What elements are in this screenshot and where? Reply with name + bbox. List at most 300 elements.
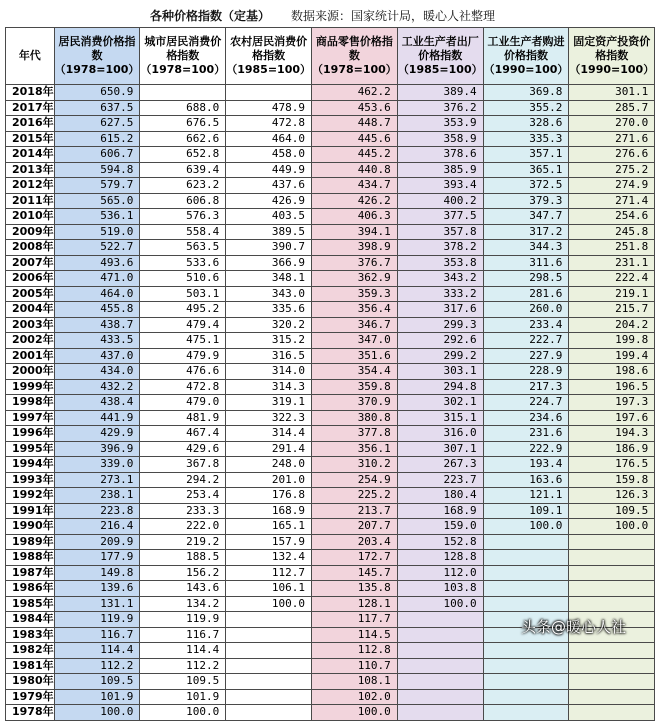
year-cell[interactable]: 2011年 — [6, 193, 55, 209]
year-cell[interactable]: 1992年 — [6, 488, 55, 504]
value-cell[interactable]: 274.9 — [569, 178, 655, 194]
value-cell[interactable]: 472.8 — [226, 116, 312, 132]
value-cell[interactable]: 254.6 — [569, 209, 655, 225]
value-cell[interactable]: 380.8 — [312, 410, 398, 426]
value-cell[interactable]: 343.0 — [226, 286, 312, 302]
col-header-ppi-purchase[interactable]: 工业生产者购进价格指数（1990=100） — [483, 28, 569, 85]
value-cell[interactable]: 149.8 — [54, 565, 140, 581]
year-cell[interactable]: 2012年 — [6, 178, 55, 194]
value-cell[interactable]: 121.1 — [483, 488, 569, 504]
value-cell[interactable] — [483, 658, 569, 674]
value-cell[interactable]: 215.7 — [569, 302, 655, 318]
year-cell[interactable]: 2002年 — [6, 333, 55, 349]
value-cell[interactable]: 639.4 — [140, 162, 226, 178]
value-cell[interactable]: 400.2 — [397, 193, 483, 209]
value-cell[interactable]: 390.7 — [226, 240, 312, 256]
value-cell[interactable]: 479.4 — [140, 317, 226, 333]
value-cell[interactable]: 222.7 — [483, 333, 569, 349]
value-cell[interactable]: 134.2 — [140, 596, 226, 612]
value-cell[interactable] — [483, 596, 569, 612]
value-cell[interactable]: 398.9 — [312, 240, 398, 256]
year-cell[interactable]: 1987年 — [6, 565, 55, 581]
value-cell[interactable]: 128.8 — [397, 550, 483, 566]
value-cell[interactable] — [397, 612, 483, 628]
value-cell[interactable]: 453.6 — [312, 100, 398, 116]
col-header-year[interactable]: 年代 — [6, 28, 55, 85]
value-cell[interactable]: 299.2 — [397, 348, 483, 364]
value-cell[interactable]: 248.0 — [226, 457, 312, 473]
value-cell[interactable]: 493.6 — [54, 255, 140, 271]
value-cell[interactable] — [226, 627, 312, 643]
value-cell[interactable]: 441.9 — [54, 410, 140, 426]
value-cell[interactable]: 533.6 — [140, 255, 226, 271]
value-cell[interactable]: 119.9 — [54, 612, 140, 628]
value-cell[interactable]: 219.1 — [569, 286, 655, 302]
year-cell[interactable]: 2005年 — [6, 286, 55, 302]
value-cell[interactable]: 231.1 — [569, 255, 655, 271]
value-cell[interactable]: 471.0 — [54, 271, 140, 287]
value-cell[interactable]: 106.1 — [226, 581, 312, 597]
value-cell[interactable]: 322.3 — [226, 410, 312, 426]
value-cell[interactable]: 366.9 — [226, 255, 312, 271]
year-cell[interactable]: 2016年 — [6, 116, 55, 132]
value-cell[interactable]: 222.0 — [140, 519, 226, 535]
value-cell[interactable]: 224.7 — [483, 395, 569, 411]
value-cell[interactable] — [397, 627, 483, 643]
value-cell[interactable]: 378.6 — [397, 147, 483, 163]
value-cell[interactable]: 234.6 — [483, 410, 569, 426]
value-cell[interactable]: 177.9 — [54, 550, 140, 566]
value-cell[interactable]: 260.0 — [483, 302, 569, 318]
value-cell[interactable] — [483, 689, 569, 705]
value-cell[interactable]: 114.4 — [140, 643, 226, 659]
value-cell[interactable]: 445.6 — [312, 131, 398, 147]
value-cell[interactable]: 314.0 — [226, 364, 312, 380]
value-cell[interactable]: 357.1 — [483, 147, 569, 163]
value-cell[interactable]: 434.7 — [312, 178, 398, 194]
value-cell[interactable]: 281.6 — [483, 286, 569, 302]
value-cell[interactable]: 163.6 — [483, 472, 569, 488]
value-cell[interactable]: 650.9 — [54, 85, 140, 101]
value-cell[interactable] — [226, 674, 312, 690]
value-cell[interactable] — [226, 643, 312, 659]
value-cell[interactable]: 393.4 — [397, 178, 483, 194]
value-cell[interactable]: 112.0 — [397, 565, 483, 581]
value-cell[interactable]: 159.0 — [397, 519, 483, 535]
value-cell[interactable] — [226, 705, 312, 721]
value-cell[interactable]: 449.9 — [226, 162, 312, 178]
value-cell[interactable]: 228.9 — [483, 364, 569, 380]
value-cell[interactable]: 186.9 — [569, 441, 655, 457]
value-cell[interactable]: 355.2 — [483, 100, 569, 116]
year-cell[interactable]: 1991年 — [6, 503, 55, 519]
year-cell[interactable]: 1994年 — [6, 457, 55, 473]
value-cell[interactable]: 434.0 — [54, 364, 140, 380]
value-cell[interactable]: 219.2 — [140, 534, 226, 550]
year-cell[interactable]: 2001年 — [6, 348, 55, 364]
value-cell[interactable]: 606.7 — [54, 147, 140, 163]
value-cell[interactable]: 676.5 — [140, 116, 226, 132]
value-cell[interactable] — [569, 534, 655, 550]
value-cell[interactable] — [226, 85, 312, 101]
value-cell[interactable]: 359.3 — [312, 286, 398, 302]
value-cell[interactable]: 343.2 — [397, 271, 483, 287]
year-cell[interactable]: 2017年 — [6, 100, 55, 116]
year-cell[interactable]: 2018年 — [6, 85, 55, 101]
value-cell[interactable]: 204.2 — [569, 317, 655, 333]
value-cell[interactable]: 406.3 — [312, 209, 398, 225]
value-cell[interactable]: 688.0 — [140, 100, 226, 116]
value-cell[interactable]: 119.9 — [140, 612, 226, 628]
value-cell[interactable]: 317.6 — [397, 302, 483, 318]
value-cell[interactable] — [569, 643, 655, 659]
value-cell[interactable] — [397, 674, 483, 690]
value-cell[interactable] — [483, 643, 569, 659]
value-cell[interactable]: 519.0 — [54, 224, 140, 240]
value-cell[interactable] — [483, 581, 569, 597]
value-cell[interactable]: 207.7 — [312, 519, 398, 535]
value-cell[interactable]: 333.2 — [397, 286, 483, 302]
value-cell[interactable]: 199.8 — [569, 333, 655, 349]
value-cell[interactable]: 103.8 — [397, 581, 483, 597]
year-cell[interactable]: 2004年 — [6, 302, 55, 318]
value-cell[interactable]: 112.8 — [312, 643, 398, 659]
value-cell[interactable]: 478.9 — [226, 100, 312, 116]
year-cell[interactable]: 1983年 — [6, 627, 55, 643]
value-cell[interactable]: 198.6 — [569, 364, 655, 380]
value-cell[interactable]: 315.2 — [226, 333, 312, 349]
year-cell[interactable]: 2000年 — [6, 364, 55, 380]
value-cell[interactable]: 475.1 — [140, 333, 226, 349]
value-cell[interactable]: 464.0 — [54, 286, 140, 302]
value-cell[interactable]: 558.4 — [140, 224, 226, 240]
value-cell[interactable]: 536.1 — [54, 209, 140, 225]
value-cell[interactable]: 426.9 — [226, 193, 312, 209]
value-cell[interactable]: 303.1 — [397, 364, 483, 380]
value-cell[interactable]: 314.3 — [226, 379, 312, 395]
year-cell[interactable]: 1982年 — [6, 643, 55, 659]
value-cell[interactable]: 379.3 — [483, 193, 569, 209]
value-cell[interactable]: 389.5 — [226, 224, 312, 240]
value-cell[interactable]: 143.6 — [140, 581, 226, 597]
value-cell[interactable]: 225.2 — [312, 488, 398, 504]
value-cell[interactable]: 132.4 — [226, 550, 312, 566]
value-cell[interactable]: 316.5 — [226, 348, 312, 364]
value-cell[interactable] — [226, 658, 312, 674]
value-cell[interactable] — [397, 658, 483, 674]
value-cell[interactable]: 315.1 — [397, 410, 483, 426]
value-cell[interactable]: 316.0 — [397, 426, 483, 442]
value-cell[interactable]: 100.0 — [312, 705, 398, 721]
value-cell[interactable]: 157.9 — [226, 534, 312, 550]
value-cell[interactable]: 448.7 — [312, 116, 398, 132]
value-cell[interactable]: 273.1 — [54, 472, 140, 488]
value-cell[interactable]: 328.6 — [483, 116, 569, 132]
value-cell[interactable]: 347.0 — [312, 333, 398, 349]
value-cell[interactable]: 481.9 — [140, 410, 226, 426]
value-cell[interactable]: 311.6 — [483, 255, 569, 271]
value-cell[interactable]: 172.7 — [312, 550, 398, 566]
value-cell[interactable]: 251.8 — [569, 240, 655, 256]
value-cell[interactable]: 606.8 — [140, 193, 226, 209]
value-cell[interactable]: 176.8 — [226, 488, 312, 504]
value-cell[interactable]: 109.5 — [54, 674, 140, 690]
value-cell[interactable] — [483, 550, 569, 566]
value-cell[interactable]: 314.4 — [226, 426, 312, 442]
value-cell[interactable]: 437.6 — [226, 178, 312, 194]
year-cell[interactable]: 2010年 — [6, 209, 55, 225]
value-cell[interactable]: 275.2 — [569, 162, 655, 178]
year-cell[interactable]: 1999年 — [6, 379, 55, 395]
value-cell[interactable]: 197.6 — [569, 410, 655, 426]
value-cell[interactable]: 254.9 — [312, 472, 398, 488]
value-cell[interactable]: 128.1 — [312, 596, 398, 612]
value-cell[interactable]: 227.9 — [483, 348, 569, 364]
value-cell[interactable]: 472.8 — [140, 379, 226, 395]
value-cell[interactable]: 302.1 — [397, 395, 483, 411]
value-cell[interactable]: 348.1 — [226, 271, 312, 287]
value-cell[interactable]: 370.9 — [312, 395, 398, 411]
value-cell[interactable]: 209.9 — [54, 534, 140, 550]
value-cell[interactable]: 637.5 — [54, 100, 140, 116]
value-cell[interactable] — [397, 643, 483, 659]
value-cell[interactable]: 110.7 — [312, 658, 398, 674]
value-cell[interactable]: 432.2 — [54, 379, 140, 395]
value-cell[interactable]: 101.9 — [54, 689, 140, 705]
value-cell[interactable]: 359.8 — [312, 379, 398, 395]
value-cell[interactable]: 216.4 — [54, 519, 140, 535]
value-cell[interactable]: 372.5 — [483, 178, 569, 194]
value-cell[interactable]: 116.7 — [140, 627, 226, 643]
value-cell[interactable]: 479.0 — [140, 395, 226, 411]
value-cell[interactable] — [397, 705, 483, 721]
value-cell[interactable]: 231.6 — [483, 426, 569, 442]
col-header-ppi-output[interactable]: 工业生产者出厂价格指数（1985=100） — [397, 28, 483, 85]
value-cell[interactable]: 354.4 — [312, 364, 398, 380]
value-cell[interactable]: 271.4 — [569, 193, 655, 209]
value-cell[interactable]: 233.4 — [483, 317, 569, 333]
value-cell[interactable]: 109.1 — [483, 503, 569, 519]
value-cell[interactable]: 455.8 — [54, 302, 140, 318]
value-cell[interactable]: 180.4 — [397, 488, 483, 504]
value-cell[interactable]: 495.2 — [140, 302, 226, 318]
value-cell[interactable]: 623.2 — [140, 178, 226, 194]
value-cell[interactable]: 433.5 — [54, 333, 140, 349]
value-cell[interactable]: 652.8 — [140, 147, 226, 163]
value-cell[interactable] — [483, 565, 569, 581]
value-cell[interactable] — [226, 612, 312, 628]
value-cell[interactable]: 353.9 — [397, 116, 483, 132]
value-cell[interactable]: 307.1 — [397, 441, 483, 457]
value-cell[interactable]: 101.9 — [140, 689, 226, 705]
value-cell[interactable]: 367.8 — [140, 457, 226, 473]
value-cell[interactable]: 503.1 — [140, 286, 226, 302]
year-cell[interactable]: 1993年 — [6, 472, 55, 488]
value-cell[interactable]: 298.5 — [483, 271, 569, 287]
col-header-rural-cpi[interactable]: 农村居民消费价格指数（1985=100） — [226, 28, 312, 85]
value-cell[interactable]: 188.5 — [140, 550, 226, 566]
value-cell[interactable]: 135.8 — [312, 581, 398, 597]
value-cell[interactable]: 108.1 — [312, 674, 398, 690]
value-cell[interactable]: 458.0 — [226, 147, 312, 163]
value-cell[interactable]: 358.9 — [397, 131, 483, 147]
value-cell[interactable]: 438.7 — [54, 317, 140, 333]
value-cell[interactable] — [569, 550, 655, 566]
value-cell[interactable]: 116.7 — [54, 627, 140, 643]
value-cell[interactable]: 217.3 — [483, 379, 569, 395]
value-cell[interactable]: 100.0 — [569, 519, 655, 535]
value-cell[interactable]: 267.3 — [397, 457, 483, 473]
value-cell[interactable]: 377.8 — [312, 426, 398, 442]
value-cell[interactable]: 196.5 — [569, 379, 655, 395]
value-cell[interactable]: 102.0 — [312, 689, 398, 705]
value-cell[interactable]: 100.0 — [54, 705, 140, 721]
value-cell[interactable]: 126.3 — [569, 488, 655, 504]
value-cell[interactable]: 152.8 — [397, 534, 483, 550]
value-cell[interactable]: 356.1 — [312, 441, 398, 457]
value-cell[interactable]: 385.9 — [397, 162, 483, 178]
value-cell[interactable]: 522.7 — [54, 240, 140, 256]
value-cell[interactable] — [397, 689, 483, 705]
value-cell[interactable]: 285.7 — [569, 100, 655, 116]
value-cell[interactable]: 299.3 — [397, 317, 483, 333]
value-cell[interactable]: 344.3 — [483, 240, 569, 256]
value-cell[interactable]: 365.1 — [483, 162, 569, 178]
value-cell[interactable] — [569, 705, 655, 721]
value-cell[interactable]: 156.2 — [140, 565, 226, 581]
value-cell[interactable]: 389.4 — [397, 85, 483, 101]
value-cell[interactable]: 403.5 — [226, 209, 312, 225]
year-cell[interactable]: 2003年 — [6, 317, 55, 333]
value-cell[interactable]: 100.0 — [483, 519, 569, 535]
value-cell[interactable]: 563.5 — [140, 240, 226, 256]
value-cell[interactable]: 159.8 — [569, 472, 655, 488]
value-cell[interactable]: 199.4 — [569, 348, 655, 364]
year-cell[interactable]: 1988年 — [6, 550, 55, 566]
value-cell[interactable]: 194.3 — [569, 426, 655, 442]
year-cell[interactable]: 2014年 — [6, 147, 55, 163]
value-cell[interactable]: 347.7 — [483, 209, 569, 225]
value-cell[interactable]: 271.6 — [569, 131, 655, 147]
value-cell[interactable]: 294.8 — [397, 379, 483, 395]
value-cell[interactable]: 223.7 — [397, 472, 483, 488]
value-cell[interactable]: 114.4 — [54, 643, 140, 659]
value-cell[interactable]: 203.4 — [312, 534, 398, 550]
value-cell[interactable]: 223.8 — [54, 503, 140, 519]
value-cell[interactable]: 464.0 — [226, 131, 312, 147]
year-cell[interactable]: 1981年 — [6, 658, 55, 674]
value-cell[interactable]: 376.7 — [312, 255, 398, 271]
value-cell[interactable]: 479.9 — [140, 348, 226, 364]
value-cell[interactable]: 201.0 — [226, 472, 312, 488]
value-cell[interactable]: 276.6 — [569, 147, 655, 163]
value-cell[interactable] — [140, 85, 226, 101]
value-cell[interactable]: 662.6 — [140, 131, 226, 147]
value-cell[interactable]: 356.4 — [312, 302, 398, 318]
value-cell[interactable]: 139.6 — [54, 581, 140, 597]
value-cell[interactable]: 426.2 — [312, 193, 398, 209]
year-cell[interactable]: 1989年 — [6, 534, 55, 550]
value-cell[interactable]: 117.7 — [312, 612, 398, 628]
value-cell[interactable] — [569, 596, 655, 612]
value-cell[interactable]: 112.7 — [226, 565, 312, 581]
value-cell[interactable]: 396.9 — [54, 441, 140, 457]
value-cell[interactable]: 565.0 — [54, 193, 140, 209]
value-cell[interactable]: 100.0 — [397, 596, 483, 612]
value-cell[interactable]: 168.9 — [226, 503, 312, 519]
value-cell[interactable]: 377.5 — [397, 209, 483, 225]
value-cell[interactable]: 291.4 — [226, 441, 312, 457]
value-cell[interactable] — [483, 674, 569, 690]
value-cell[interactable]: 238.1 — [54, 488, 140, 504]
value-cell[interactable]: 213.7 — [312, 503, 398, 519]
value-cell[interactable]: 245.8 — [569, 224, 655, 240]
value-cell[interactable]: 131.1 — [54, 596, 140, 612]
year-cell[interactable]: 1986年 — [6, 581, 55, 597]
value-cell[interactable] — [569, 658, 655, 674]
value-cell[interactable]: 357.8 — [397, 224, 483, 240]
value-cell[interactable]: 445.2 — [312, 147, 398, 163]
value-cell[interactable] — [569, 581, 655, 597]
value-cell[interactable]: 233.3 — [140, 503, 226, 519]
year-cell[interactable]: 1998年 — [6, 395, 55, 411]
value-cell[interactable]: 467.4 — [140, 426, 226, 442]
value-cell[interactable]: 310.2 — [312, 457, 398, 473]
value-cell[interactable] — [569, 674, 655, 690]
value-cell[interactable]: 335.3 — [483, 131, 569, 147]
value-cell[interactable] — [569, 689, 655, 705]
value-cell[interactable]: 627.5 — [54, 116, 140, 132]
value-cell[interactable]: 294.2 — [140, 472, 226, 488]
value-cell[interactable]: 100.0 — [226, 596, 312, 612]
value-cell[interactable]: 109.5 — [140, 674, 226, 690]
value-cell[interactable]: 222.4 — [569, 271, 655, 287]
value-cell[interactable]: 112.2 — [54, 658, 140, 674]
value-cell[interactable] — [483, 534, 569, 550]
year-cell[interactable]: 1978年 — [6, 705, 55, 721]
value-cell[interactable]: 476.6 — [140, 364, 226, 380]
year-cell[interactable]: 2008年 — [6, 240, 55, 256]
value-cell[interactable]: 197.3 — [569, 395, 655, 411]
year-cell[interactable]: 2015年 — [6, 131, 55, 147]
value-cell[interactable]: 429.9 — [54, 426, 140, 442]
year-cell[interactable]: 2013年 — [6, 162, 55, 178]
year-cell[interactable]: 2006年 — [6, 271, 55, 287]
value-cell[interactable]: 335.6 — [226, 302, 312, 318]
col-header-urban-cpi[interactable]: 城市居民消费价格指数（1978=100） — [140, 28, 226, 85]
value-cell[interactable]: 320.2 — [226, 317, 312, 333]
value-cell[interactable]: 109.5 — [569, 503, 655, 519]
value-cell[interactable] — [569, 565, 655, 581]
year-cell[interactable]: 1984年 — [6, 612, 55, 628]
value-cell[interactable]: 362.9 — [312, 271, 398, 287]
year-cell[interactable]: 1995年 — [6, 441, 55, 457]
value-cell[interactable]: 378.2 — [397, 240, 483, 256]
value-cell[interactable]: 176.5 — [569, 457, 655, 473]
value-cell[interactable]: 369.8 — [483, 85, 569, 101]
value-cell[interactable]: 437.0 — [54, 348, 140, 364]
value-cell[interactable]: 100.0 — [140, 705, 226, 721]
year-cell[interactable]: 2009年 — [6, 224, 55, 240]
year-cell[interactable]: 1996年 — [6, 426, 55, 442]
value-cell[interactable]: 193.4 — [483, 457, 569, 473]
col-header-fixed-asset-investment-index[interactable]: 固定资产投资价格指数（1990=100） — [569, 28, 655, 85]
value-cell[interactable]: 222.9 — [483, 441, 569, 457]
year-cell[interactable]: 2007年 — [6, 255, 55, 271]
value-cell[interactable]: 353.8 — [397, 255, 483, 271]
value-cell[interactable]: 576.3 — [140, 209, 226, 225]
value-cell[interactable]: 168.9 — [397, 503, 483, 519]
